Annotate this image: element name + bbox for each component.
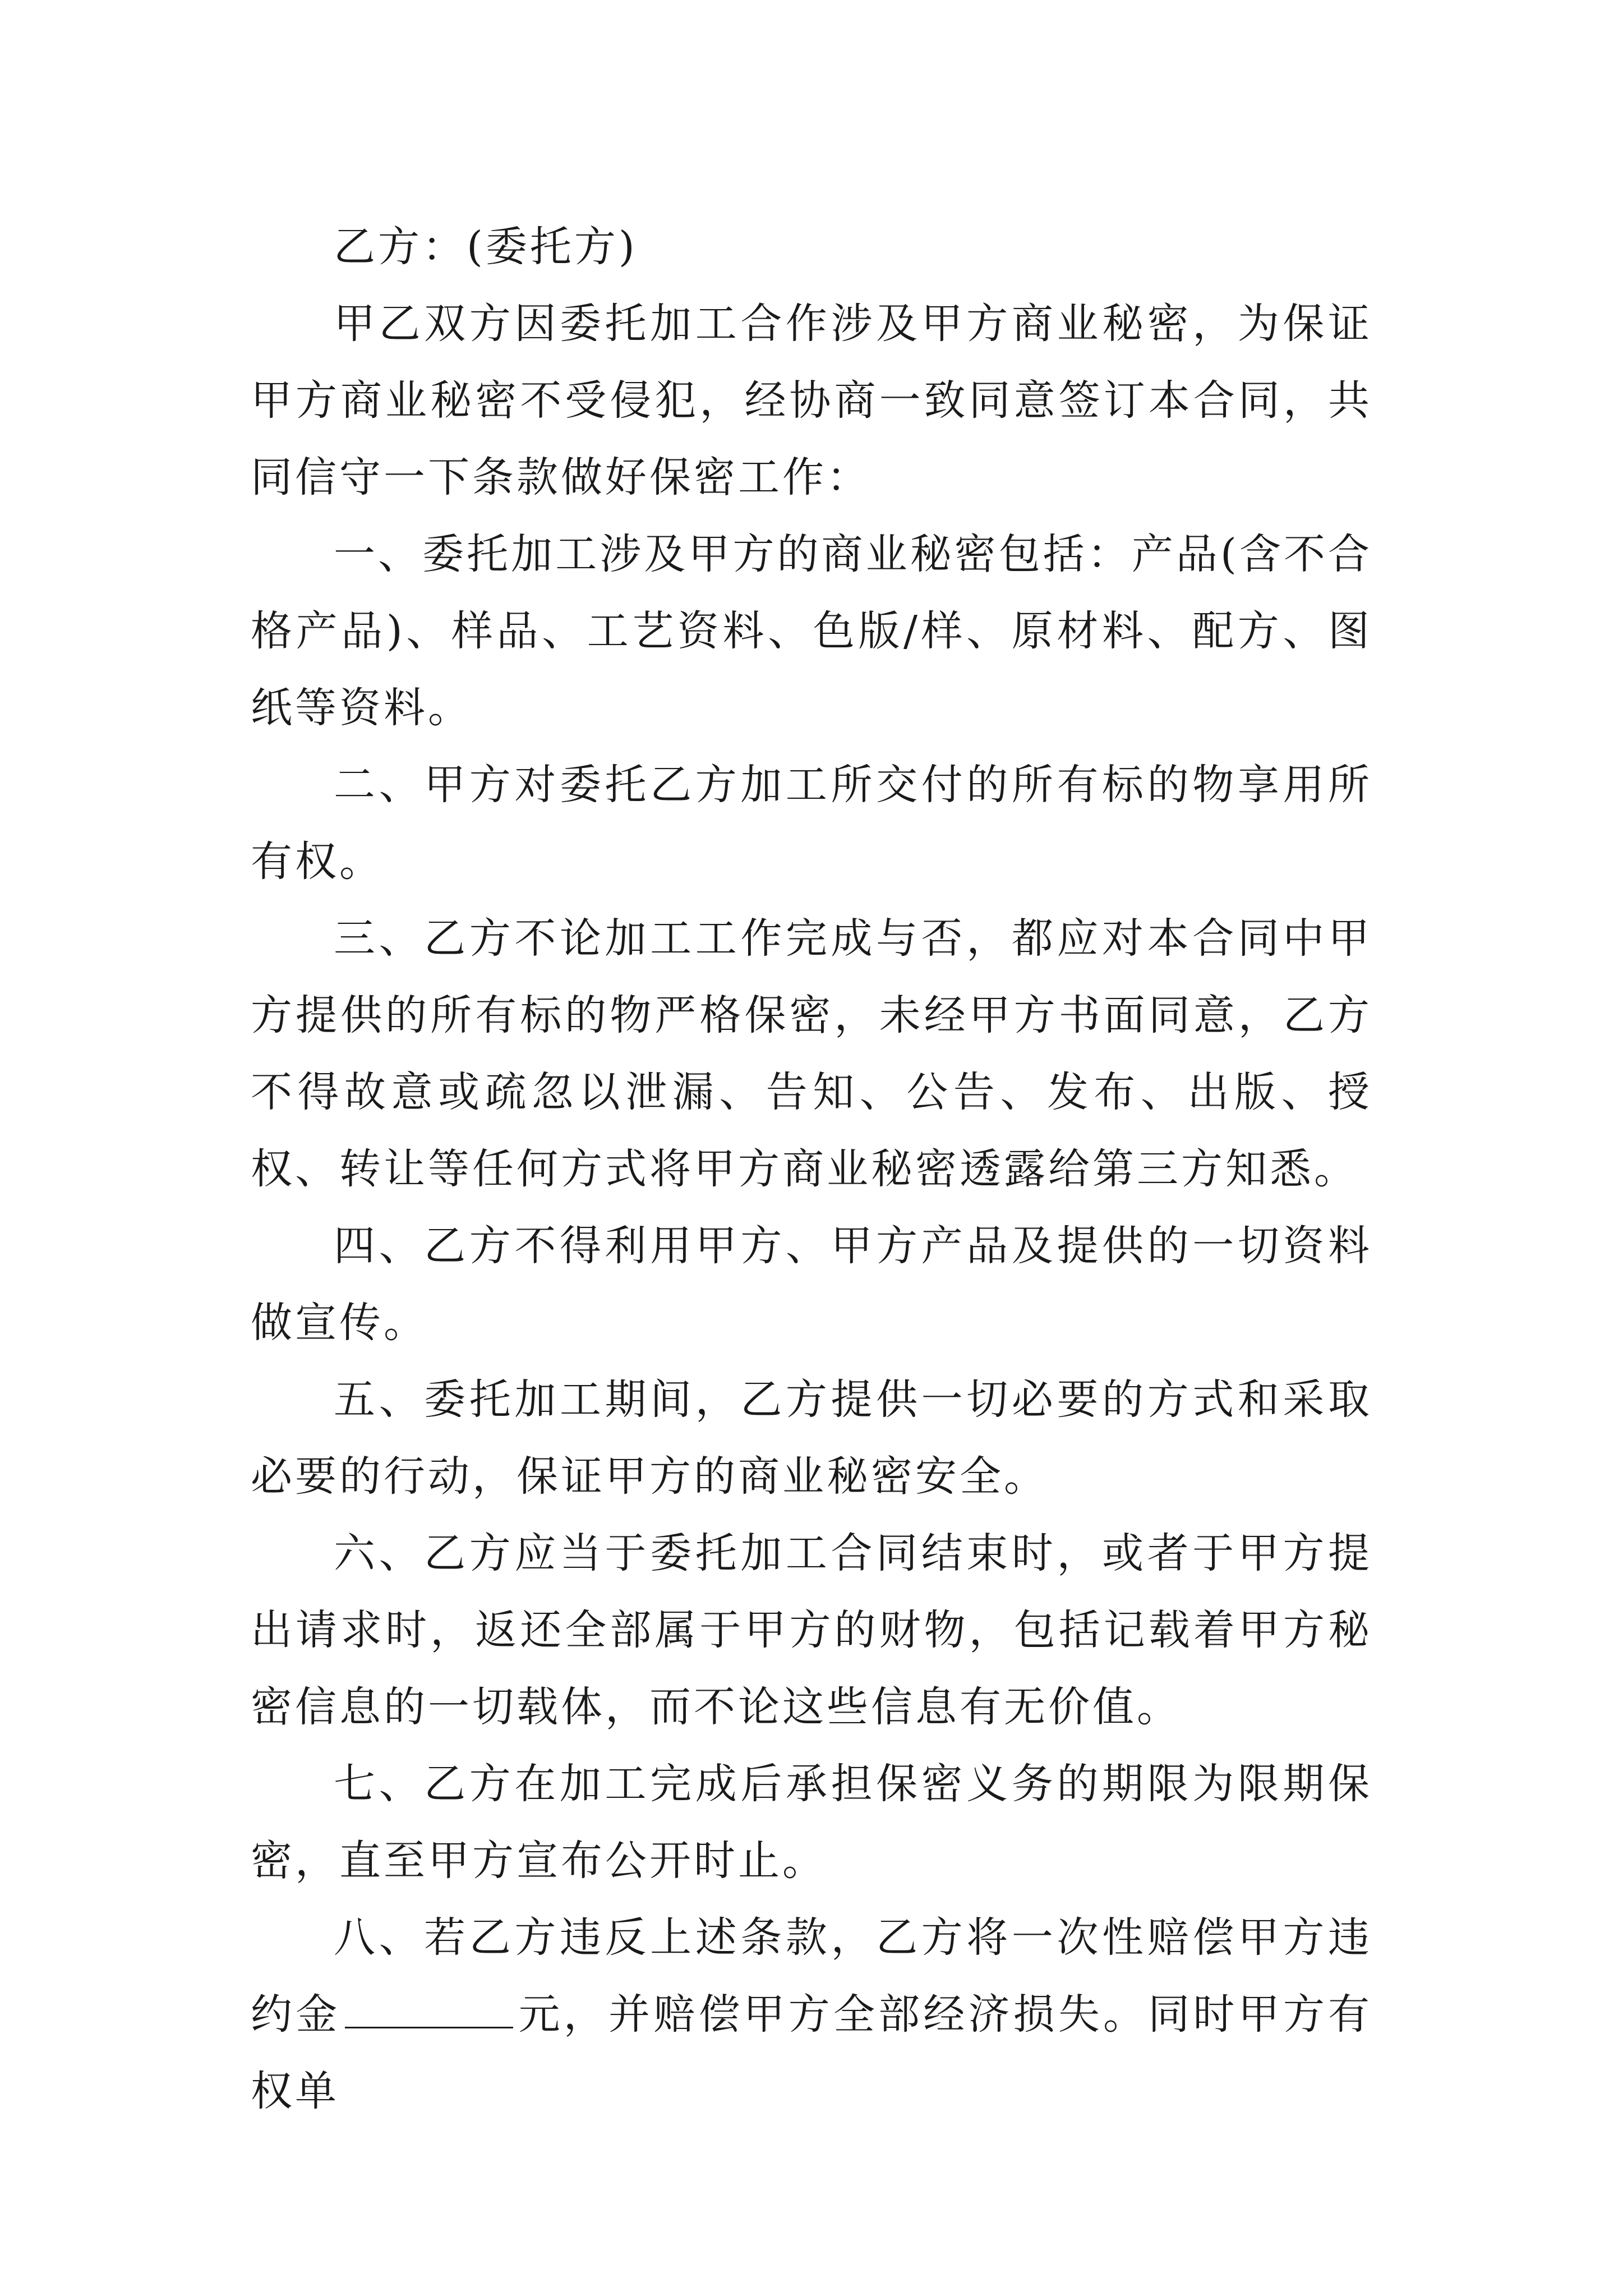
clause-8-paragraph xyxy=(251,1899,1372,2130)
penalty-amount-blank xyxy=(345,1987,513,2028)
party-b-line: 乙方：(委托方) xyxy=(334,223,638,271)
clause-2-paragraph: 二、甲方对委托乙方加工所交付的所有标的物享用所有权。 xyxy=(251,761,1372,886)
clause-5-paragraph: 五、委托加工期间，乙方提供一切必要的方式和采取必要的行动，保证甲方的商业秘密安全。 xyxy=(251,1375,1372,1501)
clause-6-paragraph: 六、乙方应当于委托加工合同结束时，或者于甲方提出请求时，返还全部属于甲方的财物，包括记载着甲方秘密信息的一切载体，而不论这些信息有无价值。 xyxy=(251,1529,1372,1731)
clause-3-paragraph: 三、乙方不论加工工作完成与否，都应对本合同中甲方提供的所有标的物严格保密，未经甲方书面同意，乙方不得故意或疏忽以泄漏、告知、公告、发布、出版、授权、转让等任何方式将甲方商业秘密透露给第三方知悉。 xyxy=(251,914,1372,1193)
contract-body xyxy=(251,209,1372,2130)
preamble-paragraph: 甲乙双方因委托加工合作涉及甲方商业秘密，为保证甲方商业秘密不受侵犯，经协商一致同意签订本合同，共同信守一下条款做好保密工作： xyxy=(251,300,1372,501)
clause-1-paragraph: 一、委托加工涉及甲方的商业秘密包括：产品(含不合格产品)、样品、工艺资料、色版/样、原材料、配方、图纸等资料。 xyxy=(251,530,1372,732)
clause-4-paragraph: 四、乙方不得利用甲方、甲方产品及提供的一切资料做宣传。 xyxy=(251,1222,1372,1347)
clause-8-text-start: 八、若乙方违反上述条款，乙方将一次性赔偿甲方违约金 xyxy=(251,1913,1372,2039)
clause-7-paragraph: 七、乙方在加工完成后承担保密义务的期限为限期保密，直至甲方宣布公开时止。 xyxy=(251,1760,1372,1885)
clause-8-text-end: 元，并赔偿甲方全部经济损失。同时甲方有权单 xyxy=(251,1990,1373,2115)
